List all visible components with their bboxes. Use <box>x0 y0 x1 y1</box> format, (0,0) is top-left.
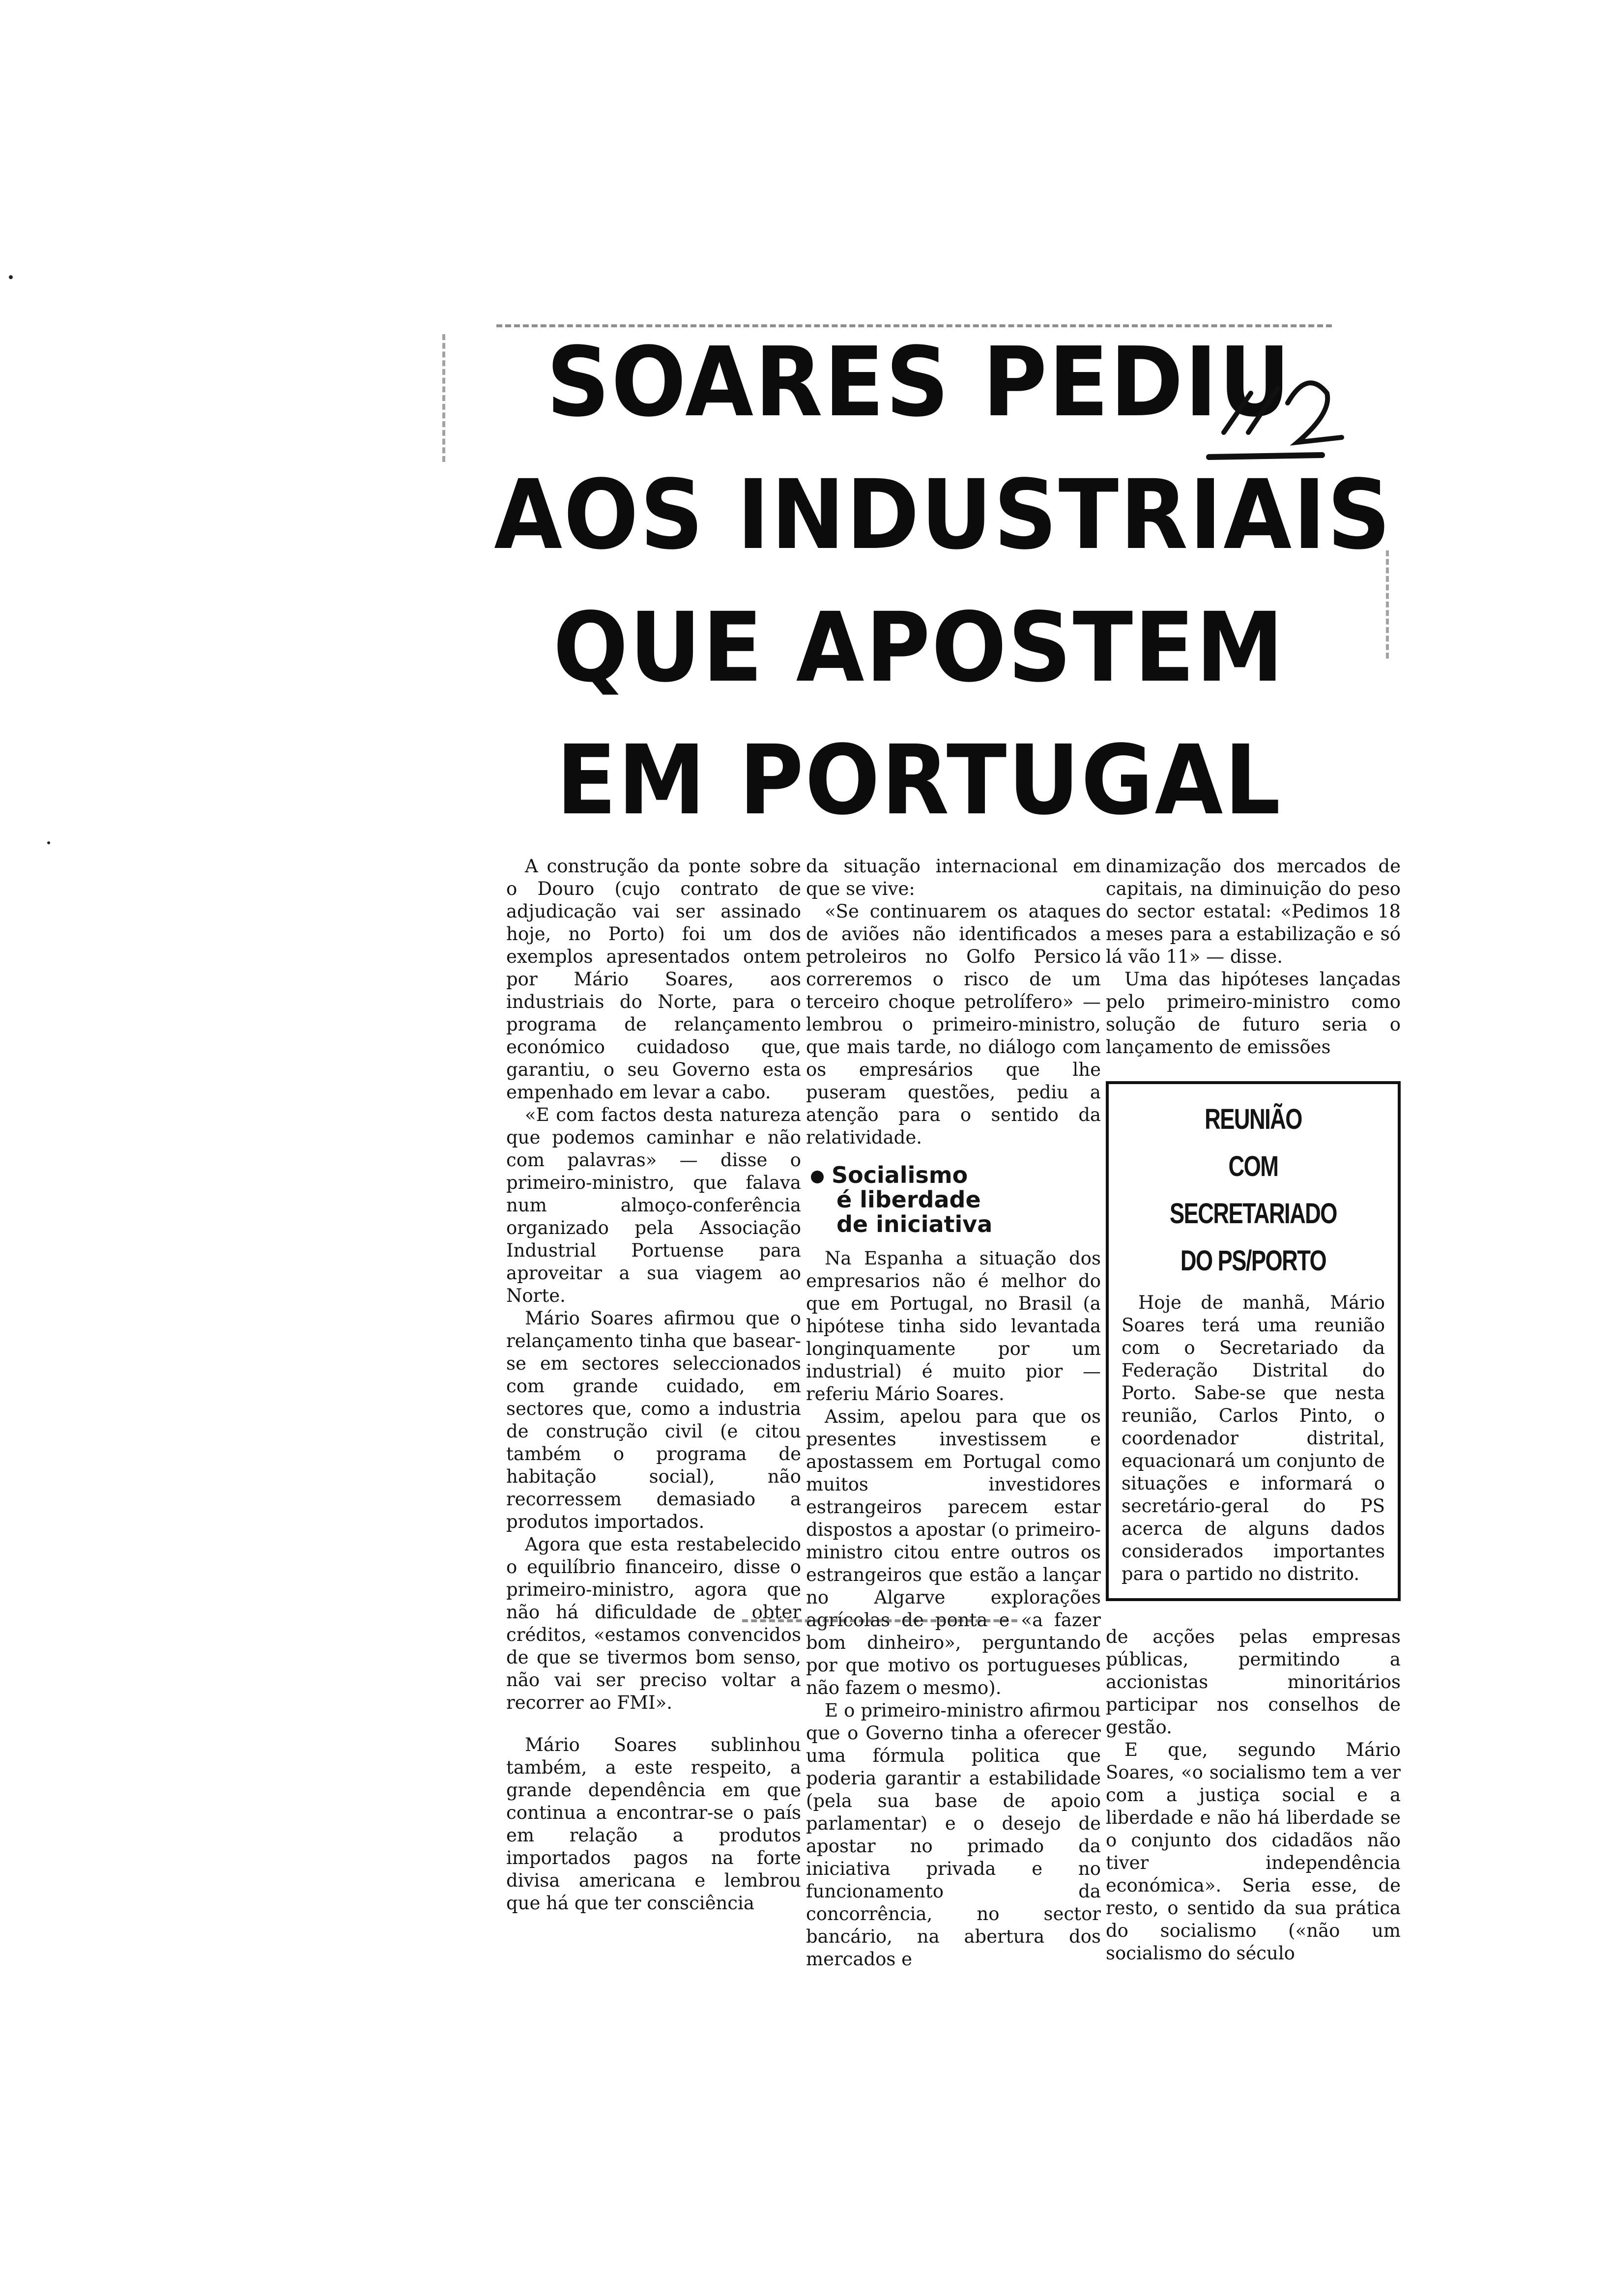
paragraph: Mário Soares sublinhou também, a este respeito, a grande dependência em que continua a encontrar-se o país em relação a produtos importados pagos na forte divisa americana e lembrou que há que ter consciência <box>506 1734 801 1914</box>
subheading-line: de iniciativa <box>836 1211 993 1237</box>
paragraph: E que, segundo Mário Soares, «o socialismo tem a ver com a justiça social e a liberdade e não há liberdade se o conjunto dos cidadãos não tiver independência económica». Seria esse, de resto, o sentido da sua prática do socialismo («não um socialismo do século <box>1106 1739 1401 1964</box>
box-title-line: COM SECRETARIADO <box>1170 1150 1337 1230</box>
paragraph: E o primeiro-ministro afirmou que o Governo tinha a oferecer uma fórmula politica que poderia garantir a estabilidade (pela sua base de apoio parlamentar) e o desejo de apostar no primado da iniciativa privada e no funcionamento da concorrência, no sector bancário, na abertura dos mercados e <box>806 1700 1101 1970</box>
paragraph: «E com factos desta natureza que podemos caminhar e não com palavras» — disse o primeiro-ministro, que falava num almoço-conferência organizado pela Associação Industrial Portuense para aproveitar a sua viagem ao Norte. <box>506 1104 801 1306</box>
column-2 <box>806 855 1101 1971</box>
bullet-icon <box>811 1171 824 1183</box>
paragraph: «Se continuarem os ataques de aviões não identificados a petroleiros no Golfo Persico correremos o risco de um terceiro choque petrolífero» — lembrou o primeiro-ministro, que mais tarde, no diálogo com os empresários que lhe puseram questões, pediu a atenção para o sentido da relatividade. <box>806 901 1101 1148</box>
box-title <box>1151 1096 1356 1285</box>
paragraph: de acções pelas empresas públicas, permitindo a accionistas minoritários participar nos conselhos de gestão. <box>1106 1626 1401 1738</box>
paragraph: da situação internacional em que se vive: <box>806 856 1101 899</box>
subheading-line <box>811 1163 1101 1187</box>
article-body <box>506 855 1401 1970</box>
column-3 <box>1106 855 1401 1965</box>
newspaper-clipping <box>437 315 1401 1970</box>
headline-line: QUE APOSTEM <box>553 592 1285 703</box>
sidebar-box <box>1106 1081 1401 1601</box>
box-title-line: DO PS/PORTO <box>1180 1245 1326 1277</box>
subheading-line: é liberdade <box>836 1186 981 1213</box>
paragraph: Assim, apelou para que os presentes investissem e apostassem em Portugal como muitos investidores estrangeiros parecem estar dispostos a apostar (o primeiro-ministro citou entre outros os estrangeiros que estão a lançar no Algarve explorações agrícolas de ponta e «a fazer bom dinheiro», perguntando por que motivo os portugueses não fazem o mesmo). <box>806 1406 1101 1698</box>
paragraph: Agora que esta restabelecido o equilíbrio financeiro, disse o primeiro-ministro, agora que não há dificuldade de obter créditos, «estamos convencidos de que se tivermos bom senso, não vai ser preciso voltar a recorrer ao FMI». <box>506 1534 801 1713</box>
headline-line: SOARES PEDIU <box>546 326 1292 438</box>
scan-speck <box>9 275 13 279</box>
handwritten-annotation <box>1204 359 1366 487</box>
clipping-left-edge <box>442 334 445 462</box>
paragraph: Mário Soares afirmou que o relançamento tinha que basear-se em sectores seleccionados com grande cuidado, em sectores que, como a industria de construção civil (e citou também o programa de habitação social), não recorressem demasiado a produtos importados. <box>506 1308 801 1532</box>
column-1 <box>506 855 801 1915</box>
paragraph: A construção da ponte sobre o Douro (cujo contrato de adjudicação vai ser assinado hoje, no Porto) foi um dos exemplos apresentados ontem por Mário Soares, aos industriais do Norte, para o programa de relançamento económico cuidadoso que, garantiu, o seu Governo esta empenhado em levar a cabo. <box>506 856 801 1103</box>
headline-line: EM PORTUGAL <box>556 724 1282 836</box>
box-text: Hoje de manhã, Mário Soares terá uma reunião com o Secretariado da Federação Distrital do Porto. Sabe-se que nesta reunião, Carlos Pinto, o coordenador distrital, equacionará um conjunto de situações e informará o secretário-geral do PS acerca de alguns dados considerados importantes para o partido no distrito. <box>1122 1292 1385 1584</box>
subheading-text: Socialismo <box>832 1162 968 1188</box>
paragraph: dinamização dos mercados de capitais, na diminuição do peso do sector estatal: «Pedimos 18 meses para a estabilização e só lá vão 11» — disse. <box>1106 856 1401 967</box>
scan-speck <box>47 841 50 844</box>
paragraph: Uma das hipóteses lançadas pelo primeiro-ministro como solução de futuro seria o lançamento de emissões <box>1106 969 1401 1058</box>
box-title-line: REUNIÃO <box>1205 1103 1302 1135</box>
paragraph: Na Espanha a situação dos empresarios não é melhor do que em Portugal, no Brasil (a hipótese tinha sido levantada longinquamente por um industrial) é muito pior — referiu Mário Soares. <box>806 1248 1101 1405</box>
subheading <box>806 1163 1101 1236</box>
headline-line: AOS INDUSTRIAIS <box>494 459 1392 571</box>
